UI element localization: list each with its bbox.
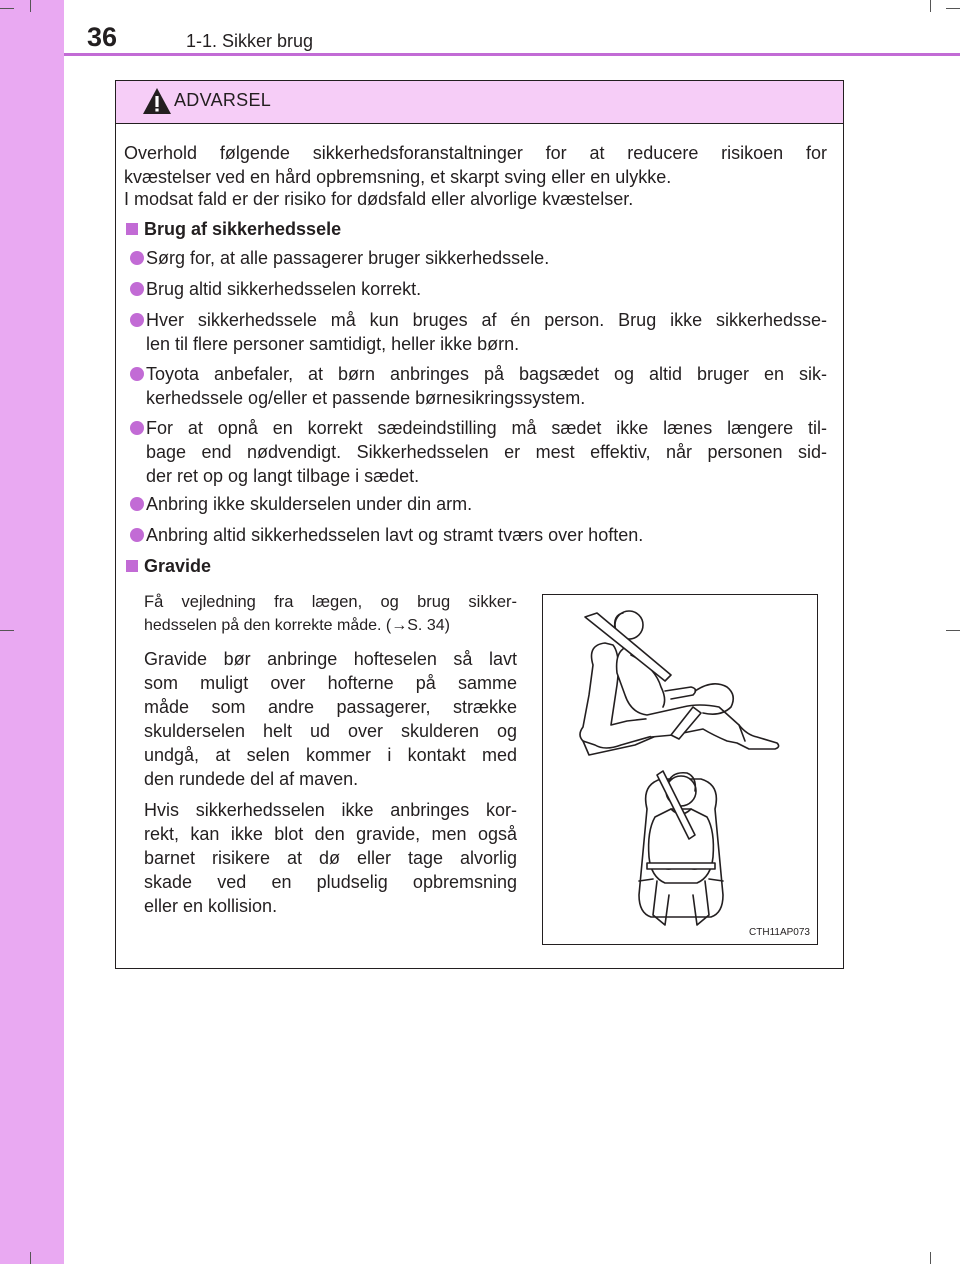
warning-box: [115, 80, 844, 969]
pregnant-p3-line: rekt, kan ikke blot den gravide, men også: [144, 824, 517, 844]
round-bullet-icon: [130, 421, 144, 435]
pregnant-p3-line: Hvis sikkerhedsselen ikke anbringes kor-: [144, 800, 517, 820]
crop-mark: [30, 1252, 31, 1264]
side-color-strip: [0, 0, 64, 1264]
pregnant-p2-line: Gravide bør anbringe hofteselen så lavt: [144, 649, 517, 669]
header-rule: [64, 53, 960, 56]
intro-line: I modsat fald er der risiko for dødsfald eller alvorlige kvæstelser.: [124, 189, 634, 209]
page-number: 36: [87, 22, 118, 52]
pregnant-p1-line: Få vejledning fra lægen, og brug sikker-: [144, 593, 517, 611]
round-bullet-icon: [130, 282, 144, 296]
bullet-line: der ret op og langt tilbage i sædet.: [146, 466, 420, 486]
pregnant-passenger-drawing: [543, 595, 816, 943]
crop-mark: [946, 8, 960, 9]
section-title: 1-1. Sikker brug: [186, 31, 314, 51]
round-bullet-icon: [130, 497, 144, 511]
warning-title: ADVARSEL: [174, 90, 272, 110]
warning-triangle-icon: [142, 87, 172, 115]
bullet-line: Anbring ikke skulderselen under din arm.: [146, 494, 473, 514]
bullet-line: Hver sikkerhedssele må kun bruges af én person. Brug ikke sikkerhedsse-: [146, 310, 827, 330]
bullet-line: bage end nødvendigt. Sikkerhedsselen er mest effektiv, når personen sid-: [146, 442, 827, 462]
bullet-line: len til flere personer samtidigt, heller ikke børn.: [146, 334, 520, 354]
crop-mark: [0, 8, 14, 9]
square-bullet-icon: [126, 560, 138, 572]
pregnant-p2-line: undgå, at selen kommer i kontakt med: [144, 745, 517, 765]
crop-mark: [30, 0, 31, 12]
square-bullet-icon: [126, 223, 138, 235]
pregnant-p3-line: barnet risikere at dø eller tage alvorlig: [144, 848, 517, 868]
pregnant-p2-line: måde som andre passagerer, strække: [144, 697, 517, 717]
bullet-line: Brug altid sikkerhedsselen korrekt.: [146, 279, 422, 299]
pregnant-p2-line: som muligt over hofterne på samme: [144, 673, 517, 693]
bullet-line: kerhedssele og/eller et passende børnesikringssystem.: [146, 388, 586, 408]
round-bullet-icon: [130, 367, 144, 381]
pregnant-p3-line: skade ved en pludselig opbremsning: [144, 872, 517, 892]
warning-header: [116, 81, 843, 124]
bullet-line: Sørg for, at alle passagerer bruger sikkerhedssele.: [146, 248, 550, 268]
seatbelt-heading: [126, 217, 341, 241]
round-bullet-icon: [130, 528, 144, 542]
pregnant-p2-line: skulderselen helt ud over skulderen og: [144, 721, 517, 741]
pregnant-p1-line: hedsselen på den korrekte måde. (→S. 34): [144, 617, 450, 634]
bullet-line: Toyota anbefaler, at børn anbringes på bagsædet og altid bruger en sik-: [146, 364, 827, 384]
pregnant-heading-text: Gravide: [144, 556, 212, 576]
crop-mark: [930, 0, 931, 12]
pregnant-heading: [126, 554, 211, 578]
pregnant-p3-line: eller en kollision.: [144, 896, 278, 916]
crop-mark: [930, 1252, 931, 1264]
bullet-line: Anbring altid sikkerhedsselen lavt og stramt tværs over hoften.: [146, 525, 644, 545]
intro-line: Overhold følgende sikkerhedsforanstaltninger for at reducere risikoen for: [124, 143, 827, 163]
bullet-line: For at opnå en korrekt sædeindstilling må sædet ikke lænes længere til-: [146, 418, 827, 438]
round-bullet-icon: [130, 313, 144, 327]
figure-code: CTH11AP073: [749, 927, 810, 938]
pregnant-p2-line: den rundede del af maven.: [144, 769, 359, 789]
seatbelt-heading-text: Brug af sikkerhedssele: [144, 219, 342, 239]
pregnant-seatbelt-illustration: [542, 594, 818, 945]
intro-line: kvæstelser ved en hård opbremsning, et skarpt sving eller en ulykke.: [124, 167, 672, 187]
crop-mark: [946, 630, 960, 631]
crop-mark: [0, 630, 14, 631]
round-bullet-icon: [130, 251, 144, 265]
